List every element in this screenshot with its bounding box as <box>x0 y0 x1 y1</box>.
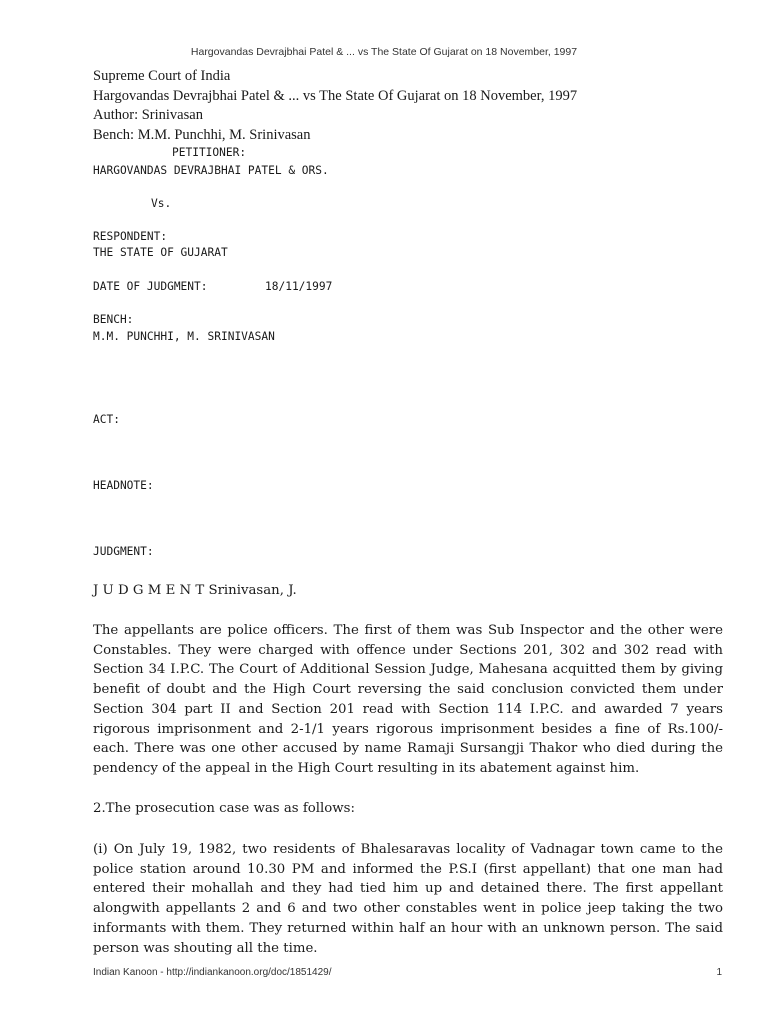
paragraph-1: The appellants are police officers. The first of them was Sub Inspector and the other were Constables. They were charged with offence under Sections 201, 302 and 302 read with Section 34 I.P.C. The Court of Additional Session Judge, Mahesana acquitted them by giving benefit of doubt and the High Court reversing the said conclusion convicted them under Section 304 part II and Section 201 read with Section 114 I.P.C. and awarded 7 years rigorous imprisonment and 2-1/1 years rigorous imprisonment besides a fine of Rs.100/- each. There was one other accused by name Ramaji Sursangji Thakor who died during the pendency of the appeal in the High Court resulting in its abatement against him. <box>93 623 723 776</box>
headnote-label: HEADNOTE: <box>93 479 154 492</box>
bench-value: M.M. PUNCHHI, M. SRINIVASAN <box>93 330 275 343</box>
versus-label: Vs. <box>151 197 172 210</box>
date-of-judgment-value: 18/11/1997 <box>265 280 333 293</box>
running-header: Hargovandas Devrajbhai Patel & ... vs The State Of Gujarat on 18 November, 1997 <box>190 46 578 58</box>
bench-label: BENCH: <box>93 313 134 326</box>
act-label: ACT: <box>93 413 120 426</box>
page-number: 1 <box>716 967 722 978</box>
paragraph-3: (i) On July 19, 1982, two residents of Bhalesaravas locality of Vadnagar town came to the police station around 10.30 PM and informed the P.S.I (first appellant) that one man had entered their mohallah and they had tied him up and detained there. The first appellant alongwith appellants 2 and 6 and two other constables went in police jeep taking the two informants with them. They returned within half an hour with an unknown person. The said person was shouting all the time. <box>93 842 723 956</box>
judgment-label: JUDGMENT: <box>93 545 154 558</box>
petitioner-value: HARGOVANDAS DEVRAJBHAI PATEL & ORS. <box>93 164 329 177</box>
footer-source-link[interactable]: Indian Kanoon - http://indiankanoon.org/doc/1851429/ <box>93 967 332 978</box>
case-title: Hargovandas Devrajbhai Patel & ... vs The State Of Gujarat on 18 November, 1997 <box>93 87 578 104</box>
document-meta <box>93 67 733 145</box>
date-of-judgment-label: DATE OF JUDGMENT: <box>93 280 208 293</box>
respondent-value: THE STATE OF GUJARAT <box>93 246 228 259</box>
judgment-heading: J U D G M E N T Srinivasan, J. <box>93 583 297 598</box>
paragraph-2: 2.The prosecution case was as follows: <box>93 801 355 816</box>
author-line: Author: Srinivasan <box>93 107 203 123</box>
court-name: Supreme Court of India <box>93 68 231 84</box>
petitioner-label: PETITIONER: <box>172 146 247 159</box>
respondent-label: RESPONDENT: <box>93 230 168 243</box>
bench-line: Bench: M.M. Punchhi, M. Srinivasan <box>93 126 311 143</box>
